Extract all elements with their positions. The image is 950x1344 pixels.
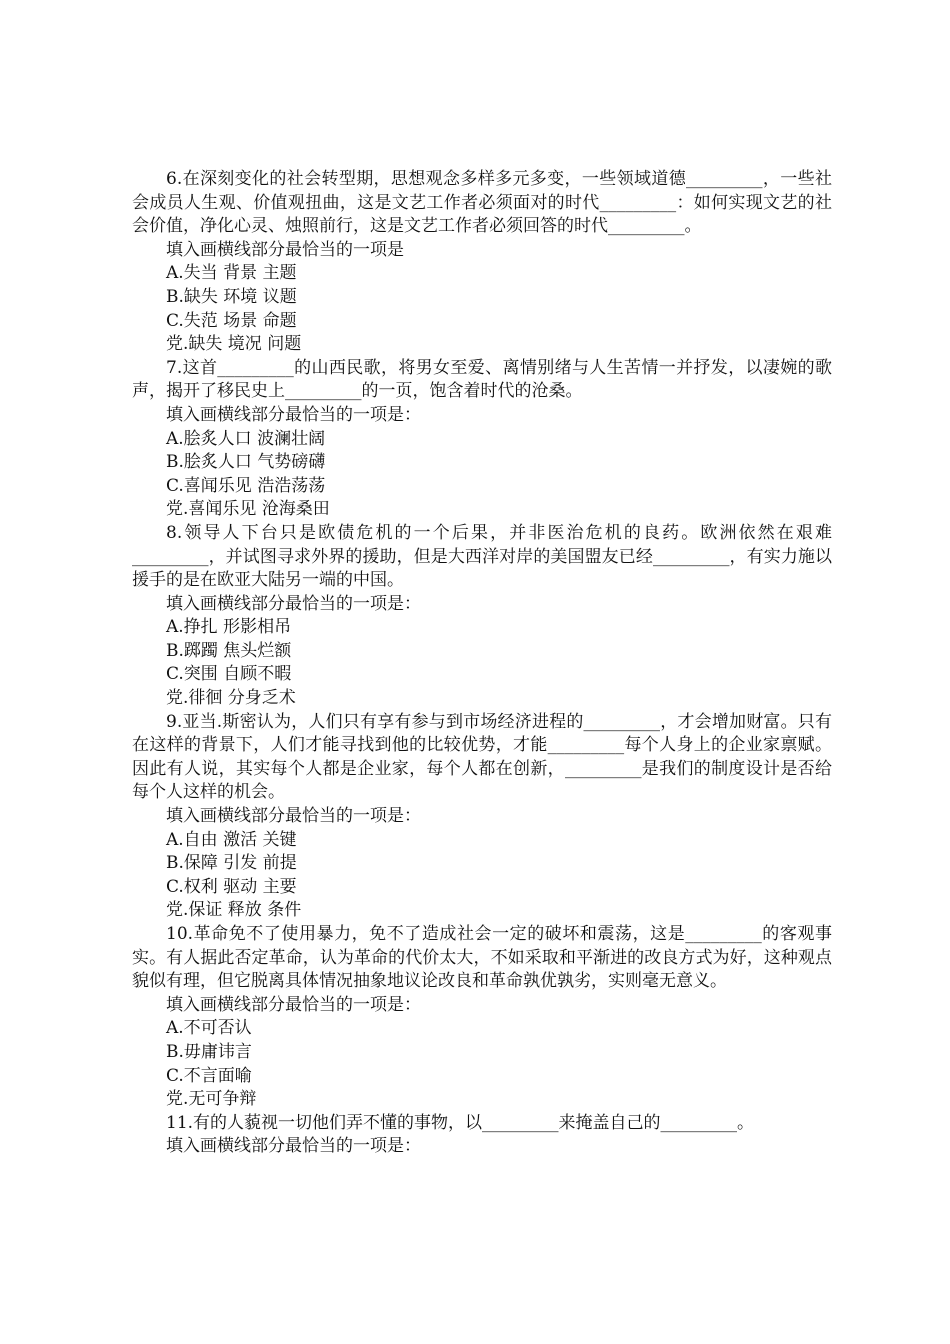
question-prompt: 填入画横线部分最恰当的一项是：	[166, 994, 421, 1015]
option-d: 党.徘徊 分身乏术	[166, 688, 296, 709]
option-a: A.脍炙人口 波澜壮阔	[166, 428, 326, 449]
question-10	[132, 923, 832, 1112]
option-d: 党.缺失 境况 问题	[166, 334, 302, 355]
question-prompt: 填入画横线部分最恰当的一项是：	[166, 404, 421, 425]
option-a: A.不可否认	[166, 1018, 252, 1039]
question-stem: 9.亚当.斯密认为，人们只有享有参与到市场经济进程的_________，才会增加财富。只有在这样的背景下，人们才能寻找到他的比较优势，才能_________每个人身上的企业家禀赋。因此有人说，其实每个人都是企业家，每个人都在创新，_________是我们的制度设计是否给每个人这样的机会。	[132, 711, 832, 803]
question-8	[132, 522, 832, 711]
option-c: C.喜闻乐见 浩浩荡荡	[166, 475, 326, 496]
option-b: B.脍炙人口 气势磅礴	[166, 452, 326, 473]
question-7	[132, 357, 832, 522]
question-stem: 11.有的人藐视一切他们弄不懂的事物，以_________来掩盖自己的_________。	[166, 1112, 755, 1133]
question-stem: 6.在深刻变化的社会转型期，思想观念多样多元多变，一些领域道德_________，一些社会成员人生观、价值观扭曲，这是文艺工作者必须面对的时代_________：如何实现文艺的社会价值，净化心灵、烛照前行，这是文艺工作者必须回答的时代_________。	[132, 169, 832, 237]
question-11	[132, 1112, 832, 1159]
option-b: B.毋庸讳言	[166, 1041, 252, 1062]
option-d: 党.无可争辩	[166, 1089, 257, 1110]
option-b: B.缺失 环境 议题	[166, 286, 297, 307]
option-d: 党.保证 释放 条件	[166, 900, 302, 921]
option-b: B.踯躅 焦头烂额	[166, 640, 292, 661]
option-b: B.保障 引发 前提	[166, 853, 297, 874]
option-c: C.失范 场景 命题	[166, 310, 297, 331]
question-9	[132, 711, 832, 923]
question-stem: 10.革命免不了使用暴力，免不了造成社会一定的破坏和震荡，这是_________的客观事实。有人据此否定革命，认为革命的代价太大，不如采取和平渐进的改良方式为好，这种观点貌似有理，但它脱离具体情况抽象地议论改良和革命孰优孰劣，实则毫无意义。	[132, 924, 832, 992]
option-a: A.自由 激活 关键	[166, 829, 297, 850]
question-prompt: 填入画横线部分最恰当的一项是：	[166, 593, 421, 614]
question-prompt: 填入画横线部分最恰当的一项是：	[166, 1136, 421, 1157]
question-stem: 7.这首_________的山西民歌，将男女至爱、离情别绪与人生苦情一并抒发，以凄婉的歌声，揭开了移民史上_________的一页，饱含着时代的沧桑。	[132, 357, 832, 402]
option-d: 党.喜闻乐见 沧海桑田	[166, 499, 330, 520]
option-c: C.权利 驱动 主要	[166, 876, 297, 897]
option-c: C.不言面喻	[166, 1065, 252, 1086]
option-a: A.挣扎 形影相吊	[166, 617, 292, 638]
question-prompt: 填入画横线部分最恰当的一项是：	[166, 806, 421, 827]
option-a: A.失当 背景 主题	[166, 263, 297, 284]
question-stem: 8.领导人下台只是欧债危机的一个后果，并非医治危机的良药。欧洲依然在艰难_________，并试图寻求外界的援助，但是大西洋对岸的美国盟友已经_________，有实力施以援手的是在欧亚大陆另一端的中国。	[132, 522, 832, 591]
option-c: C.突围 自顾不暇	[166, 664, 292, 685]
question-prompt: 填入画横线部分最恰当的一项是	[166, 239, 404, 260]
question-6	[132, 168, 832, 357]
question-list	[132, 168, 832, 1159]
